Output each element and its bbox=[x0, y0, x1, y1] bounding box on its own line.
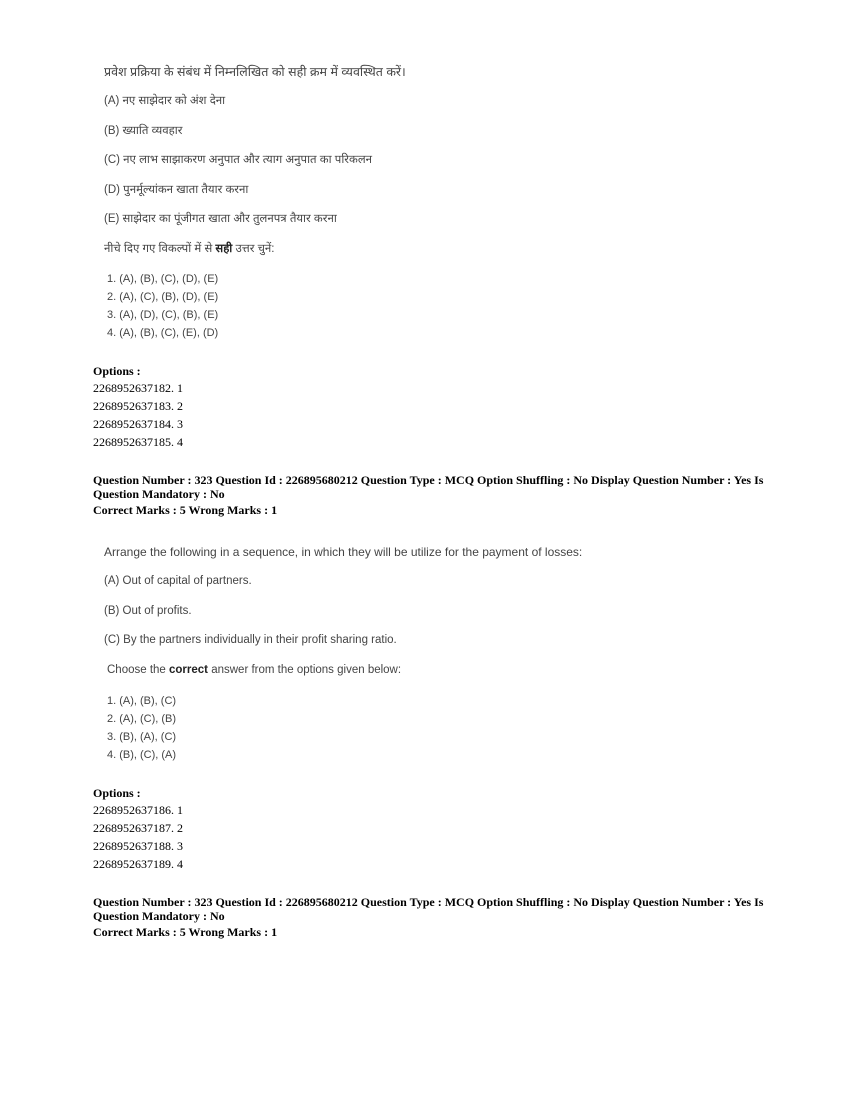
question-1-instruction bbox=[104, 241, 275, 256]
question-2-choice-2: 2. (A), (C), (B) bbox=[107, 713, 177, 725]
question-1-item-b: (B) ख्याति व्यवहार bbox=[104, 125, 183, 137]
option-id-row: 2268952637187. 2 bbox=[93, 821, 183, 835]
instruction-text: Choose the bbox=[107, 664, 170, 676]
option-id-row: 2268952637186. 1 bbox=[93, 803, 183, 817]
question-2-item-b: (B) Out of profits. bbox=[104, 605, 192, 617]
question-1-prompt: प्रवेश प्रक्रिया के संबंध में निम्नलिखित को सही क्रम में व्यवस्थित करें। bbox=[104, 65, 406, 79]
question-1-choice-3: 3. (A), (D), (C), (B), (E) bbox=[107, 309, 219, 321]
question-meta-line: Correct Marks : 5 Wrong Marks : 1 bbox=[93, 925, 278, 939]
question-2-choice-3: 3. (B), (A), (C) bbox=[107, 731, 177, 743]
question-1-choice-1: 1. (A), (B), (C), (D), (E) bbox=[107, 273, 219, 285]
question-meta-line: Question Mandatory : No bbox=[93, 487, 225, 501]
instruction-text: answer from the options given below: bbox=[208, 664, 402, 676]
question-2-instruction bbox=[107, 664, 401, 676]
question-1-choice-4: 4. (A), (B), (C), (E), (D) bbox=[107, 327, 219, 339]
question-1-item-e: (E) साझेदार का पूंजीगत खाता और तुलनपत्र तैयार करना bbox=[104, 213, 337, 225]
question-1-item-d: (D) पुनर्मूल्यांकन खाता तैयार करना bbox=[104, 184, 249, 196]
instruction-text: नीचे दिए गए विकल्पों में से bbox=[104, 243, 216, 255]
option-id-row: 2268952637188. 3 bbox=[93, 839, 183, 853]
option-id-row: 2268952637183. 2 bbox=[93, 399, 183, 413]
options-label: Options : bbox=[93, 364, 141, 378]
options-label: Options : bbox=[93, 786, 141, 800]
instruction-emphasis: correct bbox=[169, 664, 209, 676]
question-2-choice-4: 4. (B), (C), (A) bbox=[107, 749, 177, 761]
question-2-choice-1: 1. (A), (B), (C) bbox=[107, 695, 177, 707]
option-id-row: 2268952637189. 4 bbox=[93, 857, 183, 871]
option-id-row: 2268952637184. 3 bbox=[93, 417, 183, 431]
question-2-item-c: (C) By the partners individually in their profit sharing ratio. bbox=[104, 634, 397, 646]
option-id-row: 2268952637182. 1 bbox=[93, 381, 183, 395]
question-meta-line: Question Mandatory : No bbox=[93, 909, 225, 923]
question-meta-line: Question Number : 323 Question Id : 226895680212 Question Type : MCQ Option Shuffling : No Display Question Number : Yes Is bbox=[93, 895, 764, 909]
question-1-item-a: (A) नए साझेदार को अंश देना bbox=[104, 95, 226, 107]
question-meta-line: Question Number : 323 Question Id : 226895680212 Question Type : MCQ Option Shuffling : No Display Question Number : Yes Is bbox=[93, 473, 764, 487]
question-meta-line: Correct Marks : 5 Wrong Marks : 1 bbox=[93, 503, 278, 517]
instruction-emphasis: सही bbox=[215, 243, 233, 255]
question-1-choice-2: 2. (A), (C), (B), (D), (E) bbox=[107, 291, 219, 303]
question-2-prompt: Arrange the following in a sequence, in which they will be utilize for the payment of losses: bbox=[104, 545, 583, 559]
question-1-item-c: (C) नए लाभ साझाकरण अनुपात और त्याग अनुपात का परिकलन bbox=[104, 154, 373, 166]
option-id-row: 2268952637185. 4 bbox=[93, 435, 183, 449]
question-2-item-a: (A) Out of capital of partners. bbox=[104, 575, 252, 587]
instruction-text: उत्तर चुनें: bbox=[232, 243, 275, 255]
